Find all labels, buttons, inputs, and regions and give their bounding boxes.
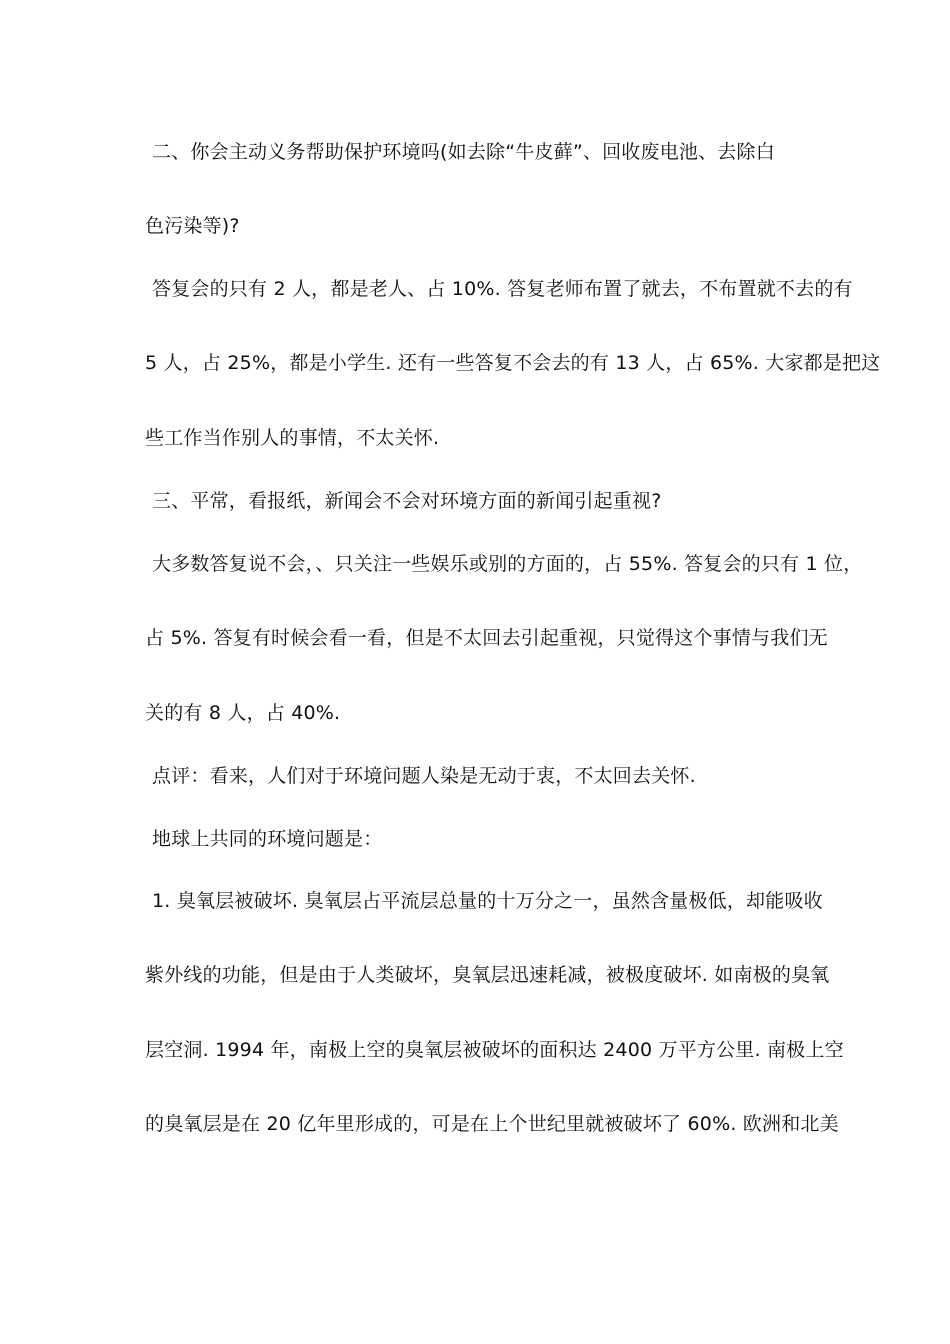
ozone-para-line-1: 1. 臭氧层被破坏. 臭氧层占平流层总量的十万分之一，虽然含量极低，却能吸收: [152, 890, 823, 912]
question-3-line-1: 三、平常，看报纸，新闻会不会对环境方面的新闻引起重视?: [152, 490, 662, 512]
ozone-para-line-3: 层空洞. 1994 年，南极上空的臭氧层被破坏的面积达 2400 万平方公里. 南极上空: [145, 1039, 844, 1061]
question-2-line-2: 色污染等)?: [145, 215, 240, 237]
answer-2-line-1: 答复会的只有 2 人，都是老人、占 10%. 答复老师布置了就去，不布置就不去的有: [152, 278, 853, 300]
answer-2-line-3: 些工作当作别人的事情，不太关怀.: [145, 427, 440, 449]
answer-2-line-2: 5 人，占 25%，都是小学生. 还有一些答复不会去的有 13 人，占 65%. 大家都是把这: [145, 352, 881, 374]
comment-line: 点评：看来，人们对于环境问题人染是无动于衷，不太回去关怀.: [152, 765, 696, 787]
answer-3-line-2: 占 5%. 答复有时候会看一看，但是不太回去引起重视，只觉得这个事情与我们无: [145, 627, 828, 649]
ozone-para-line-2: 紫外线的功能，但是由于人类破坏，臭氧层迅速耗减，被极度破坏. 如南极的臭氧: [145, 964, 830, 986]
answer-3-line-3: 关的有 8 人，占 40%.: [145, 702, 341, 724]
ozone-para-line-4: 的臭氧层是在 20 亿年里形成的，可是在上个世纪里就被破坏了 60%. 欧洲和北美: [145, 1113, 839, 1135]
question-2-line-1: 二、你会主动义务帮助保护环境吗(如去除“牛皮藓”、回收废电池、去除白: [152, 141, 775, 163]
answer-3-line-1: 大多数答复说不会，、只关注一些娱乐或别的方面的，占 55%. 答复会的只有 1 位，: [152, 553, 863, 575]
heading-common-problems: 地球上共同的环境问题是：: [152, 828, 383, 850]
